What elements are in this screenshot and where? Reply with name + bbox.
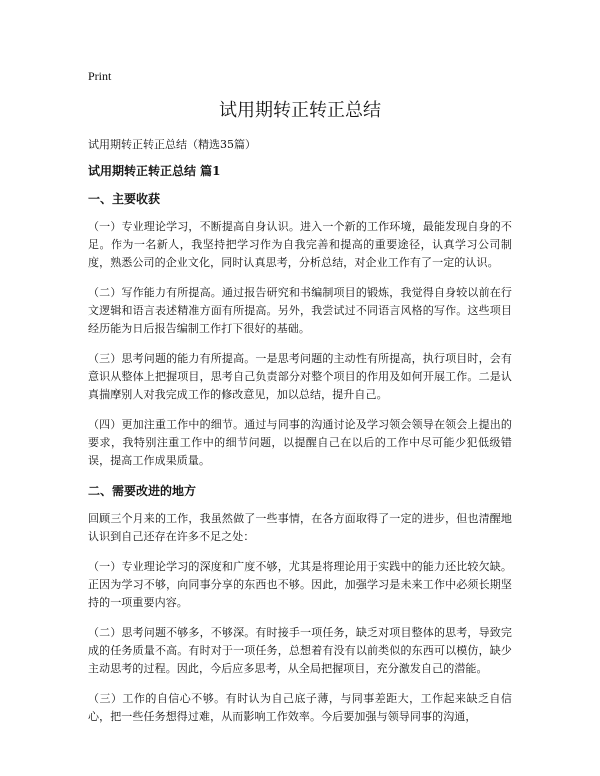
- paragraph: （二）写作能力有所提高。通过报告研究和书编制项目的锻炼，我觉得自身较以前在行文逻辑和语言表述精准方面有所提高。另外，我尝试过不同语言风格的写作。这些项目经历能为日后报告编制工作打下很好的基础。: [88, 286, 512, 335]
- paragraph: 回顾三个月来的工作，我虽然做了一些事情，在各方面取得了一定的进步，但也清醒地认识到自己还存在许多不足之处：: [88, 512, 512, 543]
- paragraph: （四）更加注重工作中的细节。通过与同事的沟通讨论及学习领会领导在领会上提出的要求，我特别注重工作中的细节问题，以提醒自己在以后的工作中尽可能少犯低级错误，提高工作成果质量。: [88, 418, 512, 467]
- paragraph: （三）思考问题的能力有所提高。一是思考问题的主动性有所提高，执行项目时，会有意识从整体上把握项目，思考自己负责部分对整个项目的作用及如何开展工作。二是认真揣摩别人对我完成工作的修改意见，加以总结，提升自己。: [88, 352, 512, 401]
- subtitle: 试用期转正转正总结（精选35篇）: [88, 138, 256, 151]
- print-label[interactable]: Print: [88, 69, 112, 83]
- article-heading: 试用期转正转正总结 篇1: [88, 164, 221, 178]
- section-heading-gains: 一、主要收获: [88, 192, 161, 206]
- paragraph: （三）工作的自信心不够。有时认为自己底子薄，与同事差距大，工作起来缺乏自信心，把一些任务想得过难，从而影响工作效率。今后要加强与领导同事的沟通，: [88, 692, 512, 723]
- section-heading-improvements: 二、需要改进的地方: [88, 484, 197, 498]
- paragraph: （二）思考问题不够多，不够深。有时接手一项任务，缺乏对项目整体的思考，导致完成的任务质量不高。有时对于一项任务，总想着有没有以前类似的东西可以模仿，缺少主动思考的过程。因此，今后应多思考，从全局把握项目，充分激发自己的潜能。: [88, 626, 512, 675]
- paragraph: （一）专业理论学习的深度和广度不够，尤其是将理论用于实践中的能力还比较欠缺。正因为学习不够，向同事分享的东西也不够。因此，加强学习是未来工作中必须长期坚持的一项重要内容。: [88, 560, 512, 609]
- paragraph: （一）专业理论学习，不断提高自身认识。进入一个新的工作环境，最能发现自身的不足。作为一名新人，我坚持把学习作为自我完善和提高的重要途径，认真学习公司制度，熟悉公司的企业文化，同时认真思考，分析总结，对企业工作有了一定的认识。: [88, 220, 512, 269]
- page-title: 试用期转正转正总结: [219, 100, 381, 121]
